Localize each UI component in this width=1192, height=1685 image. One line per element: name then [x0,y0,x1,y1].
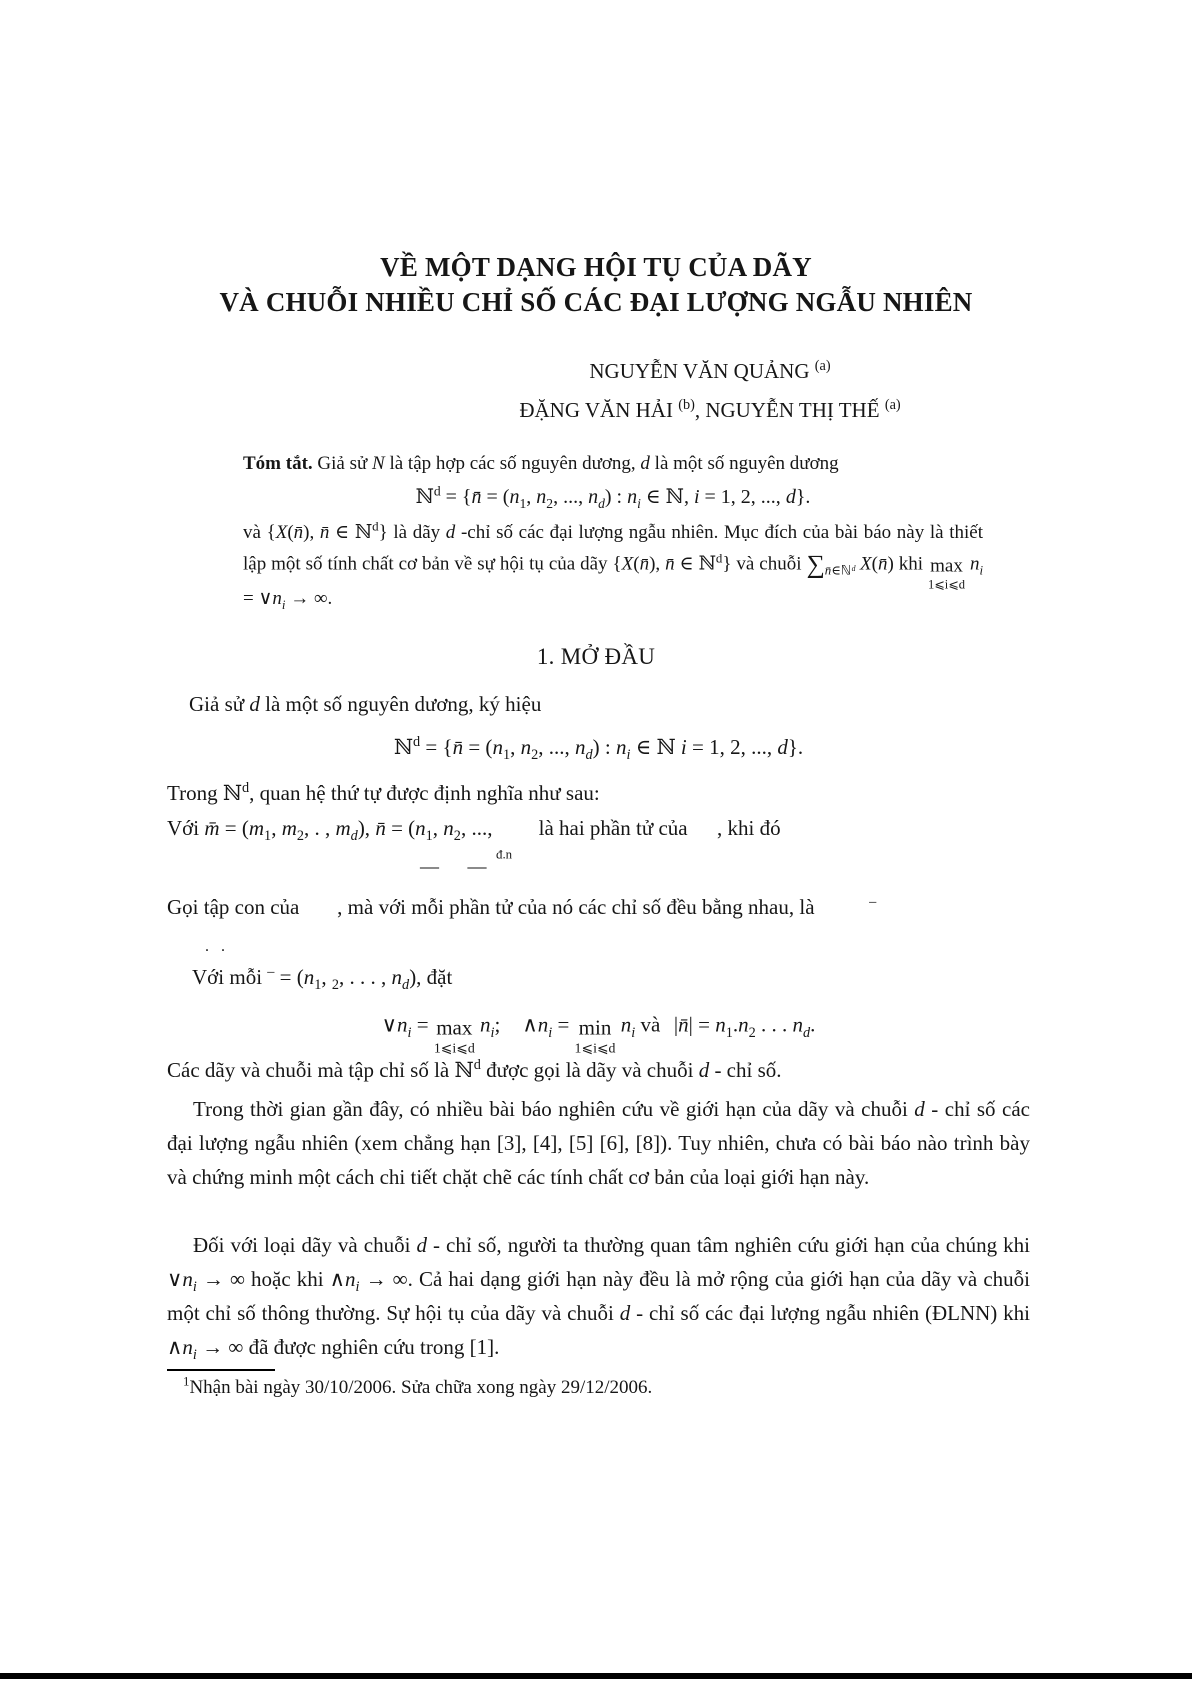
footnote-rule [167,1369,275,1371]
line-d-index-series: Các dãy và chuỗi mà tập chỉ số là ℕ$^d$ được gọi là dãy và chuỗi d - chỉ số. [167,1057,782,1082]
paper-title-line-2: VÀ CHUỖI NHIỀU CHỈ SỐ CÁC ĐẠI LƯỢNG NGẪU NHIÊN [219,287,973,317]
author-line-2: ĐẶNG VĂN HẢI $^{(b)}$, NGUYỄN THỊ THẾ $^{(a)}$ [519,397,901,422]
formula-nd-definition: ℕ$^d$ = {n̄ = ($n_1$, $n_2$, ..., $n_d$) : $n_i$ ∈ ℕ i = 1, 2, ..., d}. [393,734,804,764]
footnote: $^1$Nhận bài ngày 30/10/2006. Sửa chữa xong ngày 29/12/2006. [183,1373,653,1398]
fragment-order-notation: — —$^{đ.n}$ [420,846,513,878]
line-order-relation: Trong ℕ$^d$, quan hệ thứ tự được định nghĩa như sau: [167,780,600,805]
section-heading: 1. MỞ ĐẦU [536,644,656,669]
line-for-each-n: Với mỗi $^- = (n_1$, $_2$, . . . , $n_d$), đặt [192,964,453,994]
abstract-intro: Tóm tắt. Giả sử N là tập hợp các số nguyên dương, d là một số nguyên dương [243,453,839,474]
abstract [243,448,983,614]
paper-title-line-1: VỀ MỘT DẠNG HỘI TỤ CỦA DÃY [380,252,812,282]
bottom-scan-bar [0,1673,1192,1679]
author-line-1: NGUYỄN VĂN QUẢNG $^{(a)}$ [589,358,831,383]
abstract-formula-nd: ℕ$^d$ = {n̄ = ($n_1$, $n_2$, ..., $n_d$) : $n_i$ ∈ ℕ, i = 1, 2, ..., d}. [415,483,811,511]
abstract-body: và {X(n̄), n̄ ∈ ℕ$^d$} là dãy d -chỉ số các đại lượng ngẫu nhiên. Mục đích của bài báo này là thiết lập một số tính chất cơ bản về sự hội tụ của dãy {X(n̄), n̄ ∈ ℕ$^d$} và chuỗi $\sum_{n̄\in ℕᵈ}$ X(n̄) khi max 1⩽i⩽d $n_i$ = $\vee n_i$ → ∞. [243,518,984,612]
paper-title [0,250,1192,320]
para-limit-types: Đối với loại dãy và chuỗi d - chỉ số, người ta thường quan tâm nghiên cứu giới hạn của chúng khi $\vee n_i$ → ∞ hoặc khi $\wedge n_i$ → ∞. Cả hai dạng giới hạn này đều là mở rộng của giới hạn của dãy và chuỗi một chỉ số thông thường. Sự hội tụ của dãy và chuỗi d - chỉ số các đại lượng ngẫu nhiên (ĐLNN) khi $\wedge n_i$ → ∞ đã được nghiên cứu trong [1]. [167,1233,1030,1364]
line-assume-d: Giả sử d là một số nguyên dương, ký hiệu [189,692,542,716]
fragment-dots: . . [205,938,229,955]
line-subset-equal-indices: Gọi tập con của , mà với mỗi phần tử của nó các chỉ số đều bằng nhau, là – [167,894,877,919]
line-two-elements: Với m̄ = ($m_1$, $m_2$, . , $m_d$), n̄ = ($n_1$, $n_2$, ..., là hai phần tử của , khi đó [167,816,781,845]
para-recent-research: Trong thời gian gần đây, có nhiều bài báo nghiên cứu về giới hạn của dãy và chuỗi d - chỉ số các đại lượng ngẫu nhiên (xem chẳng hạn [3], [4], [5] [6], [8]). Tuy nhiên, chưa có bài báo nào trình bày và chứng minh một cách chi tiết chặt chẽ các tính chất cơ bản của loại giới hạn này. [167,1097,1030,1189]
authors [330,352,1090,430]
formula-max-min-abs: $\vee n_i$ = max 1⩽i⩽d $n_i$; $\wedge n_i$ = min 1⩽i⩽d $n_i$ và |n̄| = $n_1.n_2$ . . . $n_d$. [381,1012,816,1056]
